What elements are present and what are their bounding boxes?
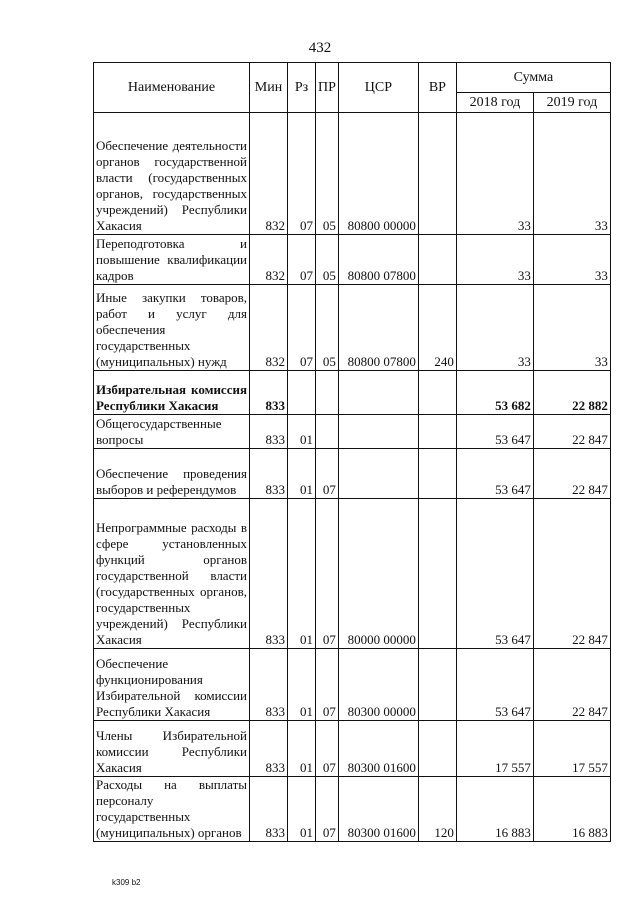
cell-vr [418,235,456,285]
cell-csr: 80000 00000 [338,499,418,649]
cell-rz: 01 [288,499,316,649]
cell-s2018: 53 647 [456,499,533,649]
table-row [94,721,611,777]
cell-s2019: 22 882 [533,371,610,415]
cell-rz: 07 [288,285,316,371]
cell-pr: 07 [316,449,339,499]
cell-s2019: 22 847 [533,649,610,721]
cell-name: Иные закупки товаров, работ и услуг для обеспечения государственных (муниципальных) нужд [94,285,250,371]
header-pr: ПР [316,63,339,113]
cell-s2018: 53 647 [456,415,533,449]
cell-pr: 07 [316,721,339,777]
cell-vr [418,113,456,235]
cell-name: Переподготовка и повышение квалификации кадров [94,235,250,285]
cell-vr [418,371,456,415]
cell-min: 832 [250,285,288,371]
cell-s2019: 17 557 [533,721,610,777]
cell-rz: 01 [288,649,316,721]
cell-s2019: 33 [533,113,610,235]
cell-csr: 80300 00000 [338,649,418,721]
table-row [94,499,611,649]
cell-s2018: 16 883 [456,777,533,842]
cell-rz: 07 [288,113,316,235]
table-row [94,777,611,842]
table-row [94,113,611,235]
cell-name: Члены Избирательной комиссии Республики Хакасия [94,721,250,777]
cell-s2018: 33 [456,285,533,371]
cell-pr: 07 [316,649,339,721]
cell-rz: 01 [288,449,316,499]
cell-min: 833 [250,721,288,777]
cell-csr: 80300 01600 [338,721,418,777]
table-row [94,415,611,449]
cell-csr: 80800 07800 [338,235,418,285]
table-row [94,649,611,721]
cell-s2019: 22 847 [533,499,610,649]
cell-vr [418,415,456,449]
cell-rz: 07 [288,235,316,285]
page-number: 432 [308,40,332,56]
header-min: Мин [250,63,288,113]
table-row [94,371,611,415]
cell-s2019: 22 847 [533,415,610,449]
cell-s2018: 33 [456,113,533,235]
cell-vr: 120 [418,777,456,842]
cell-csr [338,415,418,449]
cell-vr [418,649,456,721]
cell-min: 833 [250,415,288,449]
table-row [94,235,611,285]
cell-name: Непрограммные расходы в сфере установленных функций органов государственной власти (государственных органов, государственных учреждений) Республики Хакасия [94,499,250,649]
cell-s2019: 22 847 [533,449,610,499]
cell-s2018: 33 [456,235,533,285]
cell-pr [316,371,339,415]
cell-s2018: 53 682 [456,371,533,415]
header-2019: 2019 год [533,93,610,113]
cell-min: 833 [250,449,288,499]
cell-min: 833 [250,499,288,649]
cell-name: Избирательная комиссия Республики Хакасия [94,371,250,415]
cell-pr [316,415,339,449]
cell-csr [338,449,418,499]
cell-min: 833 [250,777,288,842]
header-csr: ЦСР [338,63,418,113]
cell-pr: 05 [316,235,339,285]
cell-vr: 240 [418,285,456,371]
cell-pr: 05 [316,113,339,235]
table-row [94,449,611,499]
cell-pr: 07 [316,777,339,842]
header-sum: Сумма [456,63,610,93]
footer-code: k309 b2 [112,878,141,887]
cell-pr: 05 [316,285,339,371]
header-rz: Рз [288,63,316,113]
cell-csr: 80800 00000 [338,113,418,235]
cell-name: Общегосударственные вопросы [94,415,250,449]
cell-vr [418,499,456,649]
cell-csr: 80300 01600 [338,777,418,842]
cell-csr: 80800 07800 [338,285,418,371]
cell-rz: 01 [288,415,316,449]
cell-name: Обеспечение функционирования Избирательной комиссии Республики Хакасия [94,649,250,721]
cell-rz: 01 [288,721,316,777]
cell-s2018: 17 557 [456,721,533,777]
cell-rz [288,371,316,415]
cell-s2018: 53 647 [456,449,533,499]
cell-min: 833 [250,649,288,721]
cell-s2019: 33 [533,285,610,371]
cell-s2019: 16 883 [533,777,610,842]
cell-vr [418,449,456,499]
cell-s2019: 33 [533,235,610,285]
cell-csr [338,371,418,415]
cell-vr [418,721,456,777]
cell-s2018: 53 647 [456,649,533,721]
header-vr: ВР [418,63,456,113]
cell-min: 832 [250,235,288,285]
cell-rz: 01 [288,777,316,842]
header-2018: 2018 год [456,93,533,113]
cell-name: Обеспечение проведения выборов и референдумов [94,449,250,499]
header-name: Наименование [94,63,250,113]
cell-name: Обеспечение деятельности органов государственной власти (государственных органов, государственных учреждений) Республики Хакасия [94,113,250,235]
cell-min: 832 [250,113,288,235]
cell-name: Расходы на выплаты персоналу государственных (муниципальных) органов [94,777,250,842]
table-row [94,285,611,371]
budget-table [93,62,611,842]
cell-pr: 07 [316,499,339,649]
cell-min: 833 [250,371,288,415]
